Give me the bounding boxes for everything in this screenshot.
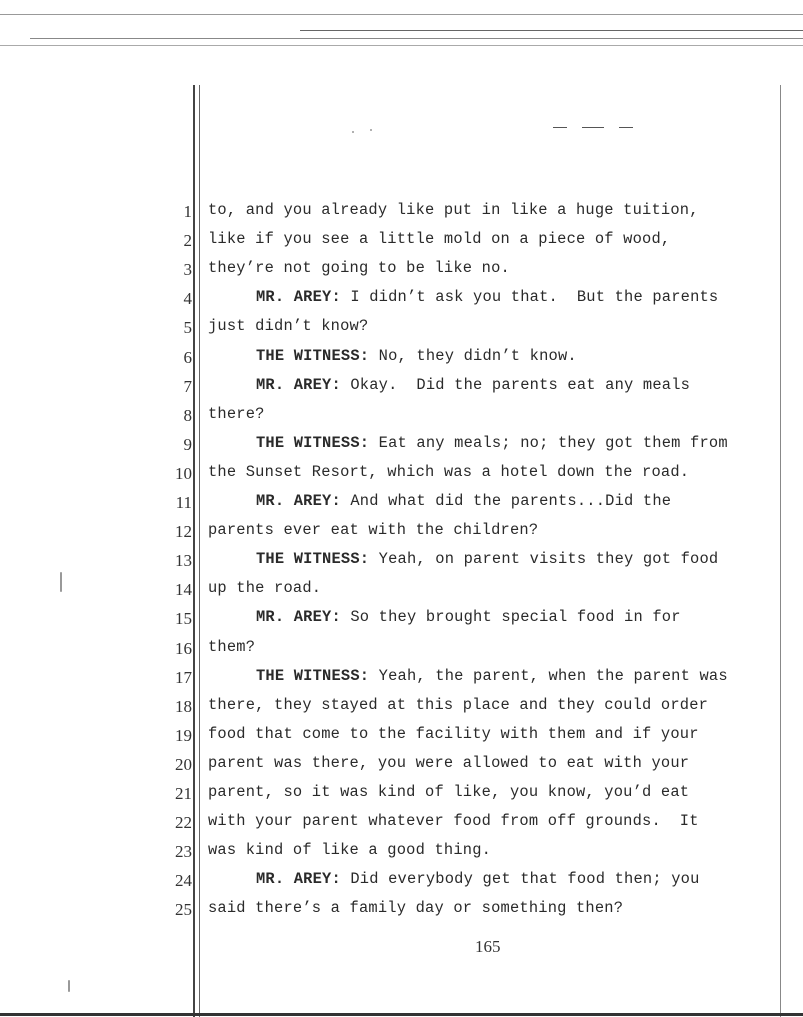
line-text: they’re not going to be like no. xyxy=(208,259,510,278)
line-number: 7 xyxy=(183,376,192,396)
header-rule xyxy=(300,30,803,31)
line-text: there? xyxy=(208,404,265,423)
line-number: 19 xyxy=(175,725,192,745)
line-number: 4 xyxy=(183,289,192,309)
transcript-line xyxy=(256,667,728,685)
line-text: I didn’t ask you that. But the parents xyxy=(340,288,719,307)
line-text: said there’s a family day or something then? xyxy=(208,899,624,918)
transcript-line xyxy=(208,899,623,917)
header-dash xyxy=(582,127,604,128)
right-margin-border xyxy=(780,85,781,1017)
line-text: them? xyxy=(208,637,256,656)
transcript-line xyxy=(208,812,699,830)
line-number: 20 xyxy=(175,754,192,774)
header-rule xyxy=(30,38,803,39)
transcript-line xyxy=(208,754,689,772)
transcript-line xyxy=(208,579,321,597)
transcript-line xyxy=(208,841,491,859)
line-number: 15 xyxy=(175,609,192,629)
transcript-line xyxy=(208,521,538,539)
line-number: 21 xyxy=(175,784,192,803)
transcript-line xyxy=(208,259,510,277)
line-text: up the road. xyxy=(208,579,322,598)
line-number: 8 xyxy=(183,405,192,425)
transcript-line xyxy=(256,608,681,626)
transcript-line xyxy=(208,317,368,335)
line-text: the Sunset Resort, which was a hotel down the road. xyxy=(208,462,690,481)
line-text: parents ever eat with the children? xyxy=(208,521,539,540)
line-number: 9 xyxy=(183,434,192,454)
line-number: 14 xyxy=(175,580,192,600)
line-number: 17 xyxy=(175,667,192,687)
line-text: to, and you already like put in like a huge tuition, xyxy=(208,201,699,219)
line-number: 25 xyxy=(175,900,192,920)
speaker-label: THE WITNESS: xyxy=(256,666,370,685)
line-number: 22 xyxy=(175,813,192,833)
transcript-line xyxy=(208,405,265,423)
transcript-line xyxy=(208,638,255,656)
line-number: 11 xyxy=(175,493,192,512)
line-text: And what did the parents...Did the xyxy=(340,492,672,510)
speaker-label: MR. AREY: xyxy=(256,870,341,889)
transcript-line xyxy=(208,696,708,714)
transcript-line xyxy=(256,434,728,452)
scan-speck xyxy=(352,131,354,133)
transcript-line xyxy=(256,376,690,394)
left-margin-border xyxy=(193,85,200,1017)
speaker-label: THE WITNESS: xyxy=(256,433,370,452)
line-text: Eat any meals; no; they got them from xyxy=(369,433,728,452)
speaker-label: MR. AREY: xyxy=(256,608,341,627)
line-number: 1 xyxy=(183,202,192,221)
speaker-label: THE WITNESS: xyxy=(256,550,370,569)
speaker-label: MR. AREY: xyxy=(256,492,341,510)
header-rule xyxy=(0,14,803,15)
line-number: 10 xyxy=(175,463,192,483)
line-number: 5 xyxy=(183,318,192,338)
line-number: 13 xyxy=(175,551,192,571)
line-text: just didn’t know? xyxy=(208,317,369,336)
line-text: Okay. Did the parents eat any meals xyxy=(340,375,691,394)
transcript-line xyxy=(256,870,700,888)
transcript-line xyxy=(256,347,577,365)
line-number: 24 xyxy=(175,871,192,891)
line-number: 16 xyxy=(175,638,192,658)
scan-speck xyxy=(60,572,62,592)
transcript-line xyxy=(256,288,718,306)
line-number: 2 xyxy=(183,231,192,251)
line-number: 18 xyxy=(175,696,192,716)
bottom-rule xyxy=(0,1013,803,1016)
transcript-line xyxy=(208,201,699,219)
line-text: Yeah, the parent, when the parent was xyxy=(369,666,728,685)
line-number: 23 xyxy=(175,842,192,862)
speaker-label: MR. AREY: xyxy=(256,288,341,307)
line-number: 12 xyxy=(175,522,192,542)
transcript-line xyxy=(208,783,689,801)
line-text: So they brought special food in for xyxy=(340,608,681,627)
speaker-label: THE WITNESS: xyxy=(256,346,370,365)
transcript-line xyxy=(208,463,689,481)
line-text: was kind of like a good thing. xyxy=(208,841,492,860)
line-text: No, they didn’t know. xyxy=(369,346,577,365)
line-text: parent was there, you were allowed to eat with your xyxy=(208,753,690,772)
line-text: like if you see a little mold on a piece of wood, xyxy=(208,230,671,249)
line-text: food that come to the facility with them and if your xyxy=(208,724,699,743)
line-text: with your parent whatever food from off grounds. It xyxy=(208,812,699,831)
line-number: 3 xyxy=(183,260,192,280)
page-number: 165 xyxy=(475,937,501,956)
transcript-line xyxy=(208,230,670,248)
line-text: Yeah, on parent visits they got food xyxy=(369,550,719,569)
header-dash xyxy=(619,127,633,128)
speaker-label: MR. AREY: xyxy=(256,375,341,394)
transcript-line xyxy=(208,725,699,743)
transcript-line xyxy=(256,492,671,510)
line-text: Did everybody get that food then; you xyxy=(340,870,700,889)
scan-speck xyxy=(68,980,70,992)
line-text: parent, so it was kind of like, you know, you’d eat xyxy=(208,783,690,801)
transcript-line xyxy=(256,550,718,568)
header-dash xyxy=(553,127,567,128)
header-rule xyxy=(0,45,803,46)
scan-speck xyxy=(370,129,372,131)
line-number: 6 xyxy=(183,347,192,367)
line-text: there, they stayed at this place and they could order xyxy=(208,695,709,714)
